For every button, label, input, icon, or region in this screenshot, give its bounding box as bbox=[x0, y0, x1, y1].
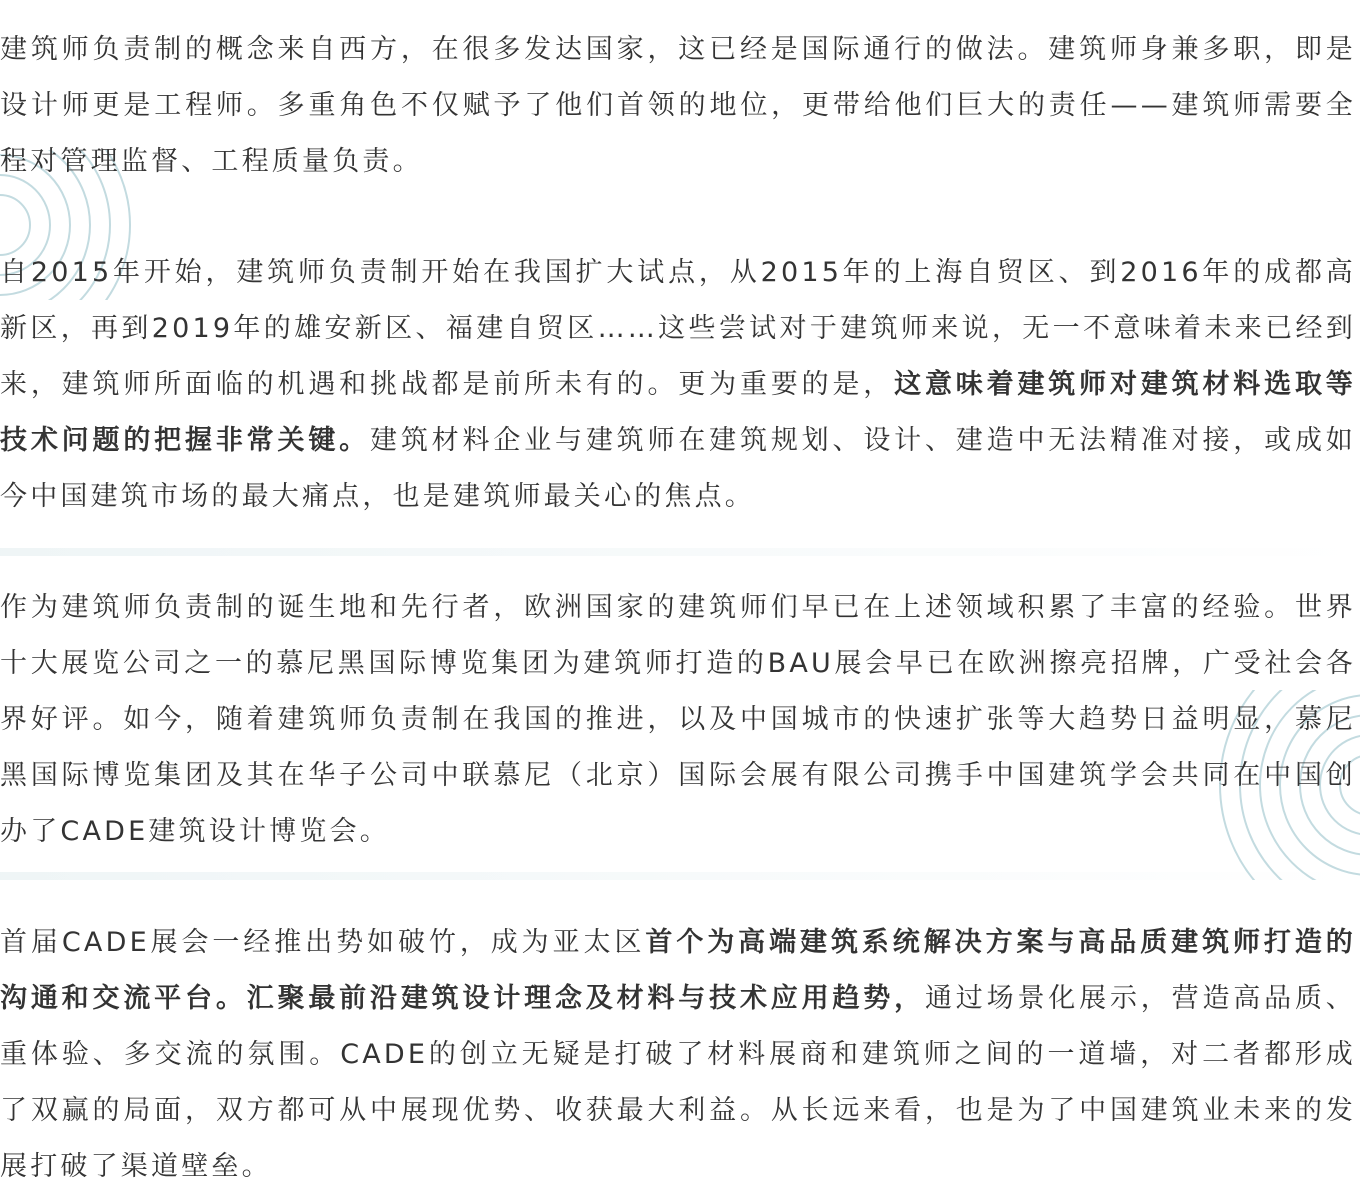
text-run: 自2015年开始，建筑师负责制开始在我国扩大试点，从2015年的上海自贸区、到2016年的成都高新区，再到2019年的雄安新区、福建自贸区……这些尝试对于建筑师来说，无一不意味着未来已经到来，建筑师所面临的机遇和挑战都是前所未有的。更为重要的是， bbox=[0, 257, 1356, 400]
paragraph-1 bbox=[0, 22, 1356, 190]
text-run: 建筑师负责制的概念来自西方，在很多发达国家，这已经是国际通行的做法。建筑师身兼多职，即是设计师更是工程师。多重角色不仅赋予了他们首领的地位，更带给他们巨大的责任——建筑师需要全程对管理监督、工程质量负责。 bbox=[0, 34, 1356, 177]
bold-text-run: 首个为高端建筑系统解决方案与高品质建筑师打造的沟通和交流平台。汇聚最前沿建筑设计理念及材料与技术应用趋势， bbox=[0, 927, 1356, 1014]
paragraph-4 bbox=[0, 915, 1356, 1195]
article-body bbox=[0, 22, 1356, 1195]
paragraph-2 bbox=[0, 245, 1356, 525]
bold-text-run: 这意味着建筑师对建筑材料选取等技术问题的把握非常关键。 bbox=[0, 369, 1356, 456]
text-run: 首届CADE展会一经推出势如破竹，成为亚太区 bbox=[0, 927, 646, 958]
text-run: 通过场景化展示，营造高品质、重体验、多交流的氛围。CADE的创立无疑是打破了材料展商和建筑师之间的一道墙，对二者都形成了双赢的局面，双方都可从中展现优势、收获最大利益。从长远来看，也是为了中国建筑业未来的发展打破了渠道壁垒。 bbox=[0, 983, 1356, 1182]
text-run: 作为建筑师负责制的诞生地和先行者，欧洲国家的建筑师们早已在上述领域积累了丰富的经验。世界十大展览公司之一的慕尼黑国际博览集团为建筑师打造的BAU展会早已在欧洲擦亮招牌，广受社会各界好评。如今，随着建筑师负责制在我国的推进，以及中国城市的快速扩张等大趋势日益明显，慕尼黑国际博览集团及其在华子公司中联慕尼（北京）国际会展有限公司携手中国建筑学会共同在中国创办了CADE建筑设计博览会。 bbox=[0, 592, 1356, 847]
text-run: 建筑材料企业与建筑师在建筑规划、设计、建造中无法精准对接，或成如今中国建筑市场的最大痛点，也是建筑师最关心的焦点。 bbox=[0, 425, 1356, 512]
paragraph-3 bbox=[0, 580, 1356, 860]
